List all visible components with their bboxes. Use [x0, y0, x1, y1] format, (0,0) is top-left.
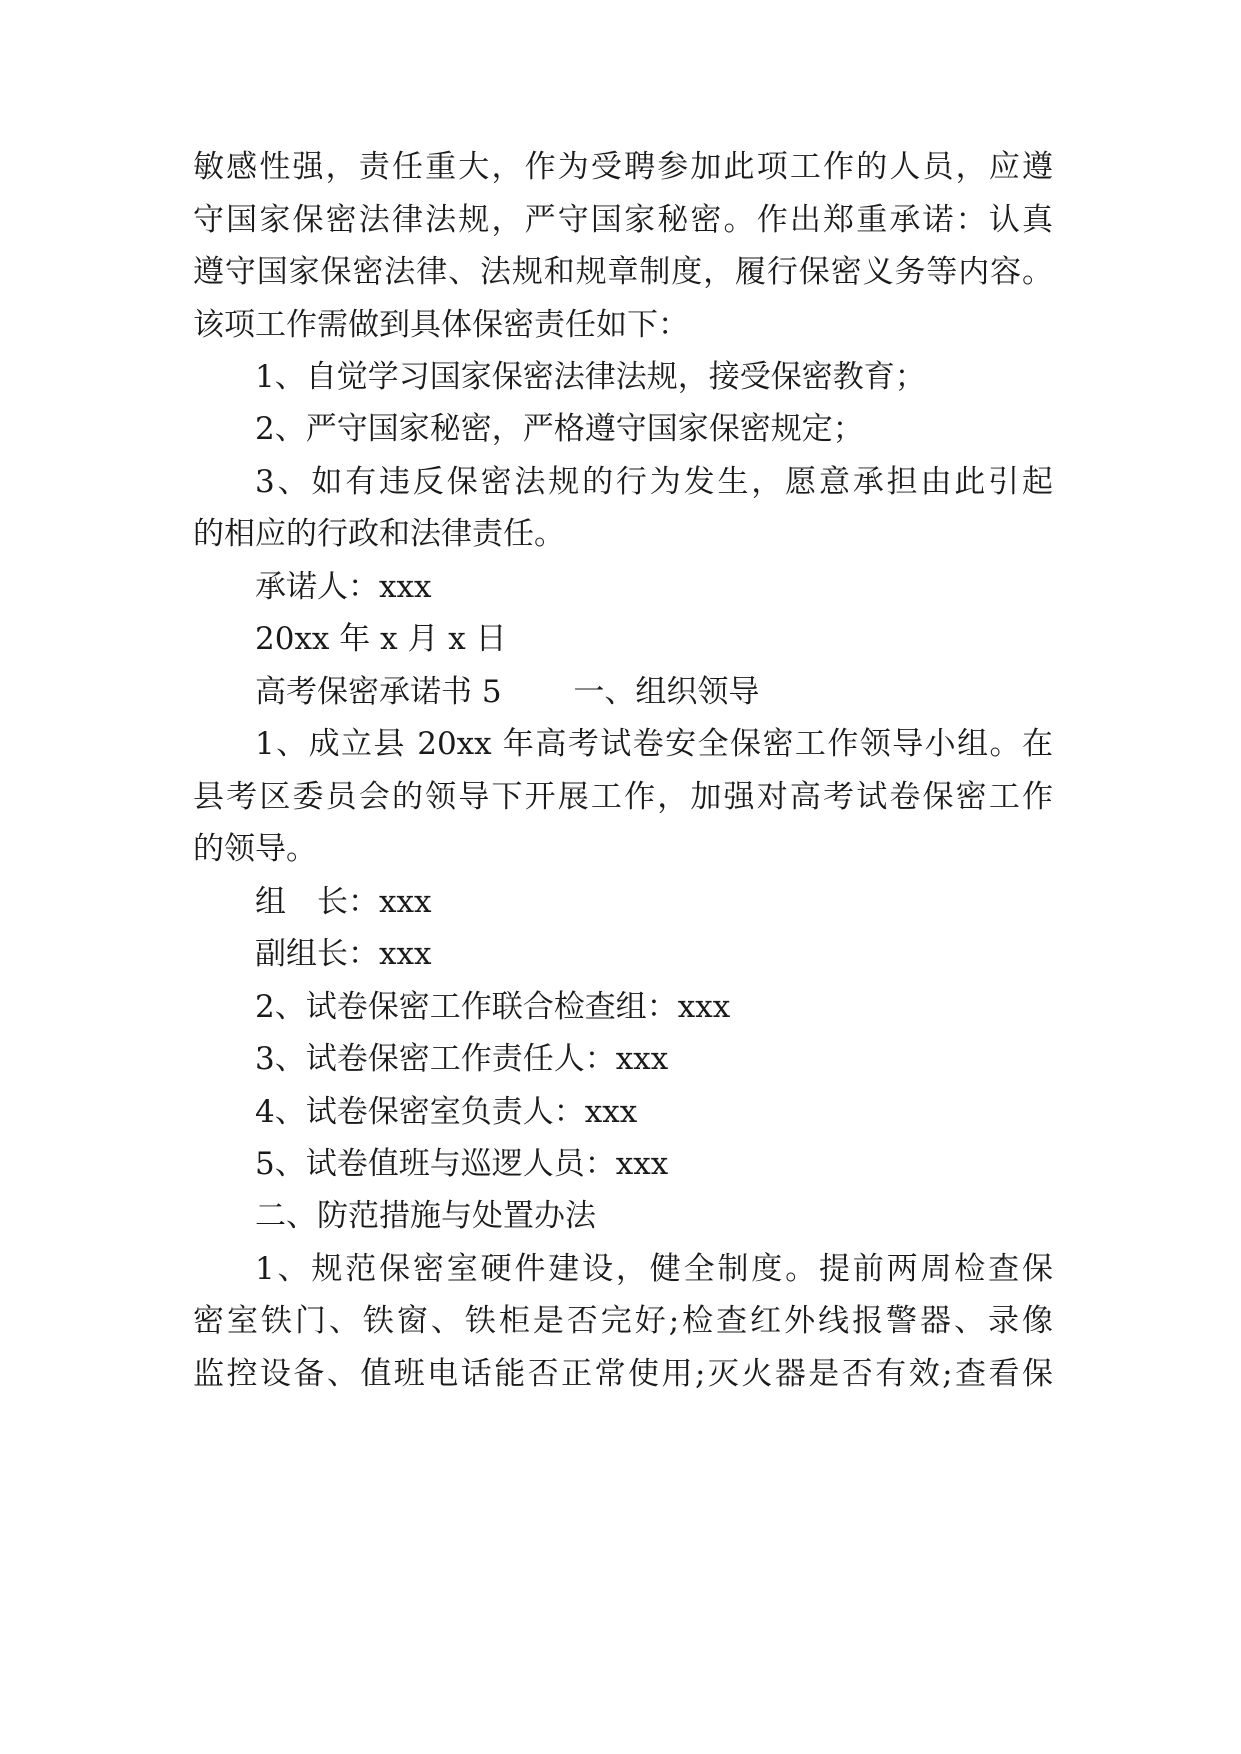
list-item: 1、自觉学习国家保密法律法规，接受保密教育； — [255, 359, 926, 395]
text-line: 监控设备、值班电话能否正常使用;灭火器是否有效;查看保 — [193, 1356, 1053, 1392]
list-item: 3、如有违反保密法规的行为发生，愿意承担由此引起 — [255, 464, 1053, 500]
list-item: 2、试卷保密工作联合检查组：xxx — [255, 989, 731, 1025]
text-line: 副组长：xxx — [255, 936, 432, 972]
text-line: 守国家保密法律法规，严守国家秘密。作出郑重承诺：认真 — [193, 202, 1053, 238]
section-heading: 二、防范措施与处置办法 — [255, 1198, 596, 1234]
signature-line: 承诺人：xxx — [255, 569, 432, 605]
text-line: 县考区委员会的领导下开展工作，加强对高考试卷保密工作 — [193, 779, 1053, 815]
date-line: 20xx 年 x 月 x 日 — [255, 621, 507, 657]
text-line: 该项工作需做到具体保密责任如下： — [193, 307, 689, 343]
text-line: 组 长：xxx — [255, 884, 432, 920]
list-item: 5、试卷值班与巡逻人员：xxx — [255, 1146, 669, 1182]
text-line: 密室铁门、铁窗、铁柜是否完好;检查红外线报警器、录像 — [193, 1303, 1053, 1339]
text-line: 敏感性强，责任重大，作为受聘参加此项工作的人员，应遵 — [193, 149, 1053, 185]
list-item: 3、试卷保密工作责任人：xxx — [255, 1041, 669, 1077]
text-line: 的领导。 — [193, 831, 317, 867]
text-line: 的相应的行政和法律责任。 — [193, 516, 565, 552]
text-line: 遵守国家保密法律、法规和规章制度，履行保密义务等内容。 — [193, 254, 1053, 290]
section-heading: 高考保密承诺书 5 一、组织领导 — [255, 674, 760, 710]
list-item: 1、规范保密室硬件建设，健全制度。提前两周检查保 — [255, 1251, 1053, 1287]
list-item: 1、成立县 20xx 年高考试卷安全保密工作领导小组。在 — [255, 726, 1053, 762]
list-item: 4、试卷保密室负责人：xxx — [255, 1094, 638, 1130]
list-item: 2、严守国家秘密，严格遵守国家保密规定； — [255, 411, 864, 447]
